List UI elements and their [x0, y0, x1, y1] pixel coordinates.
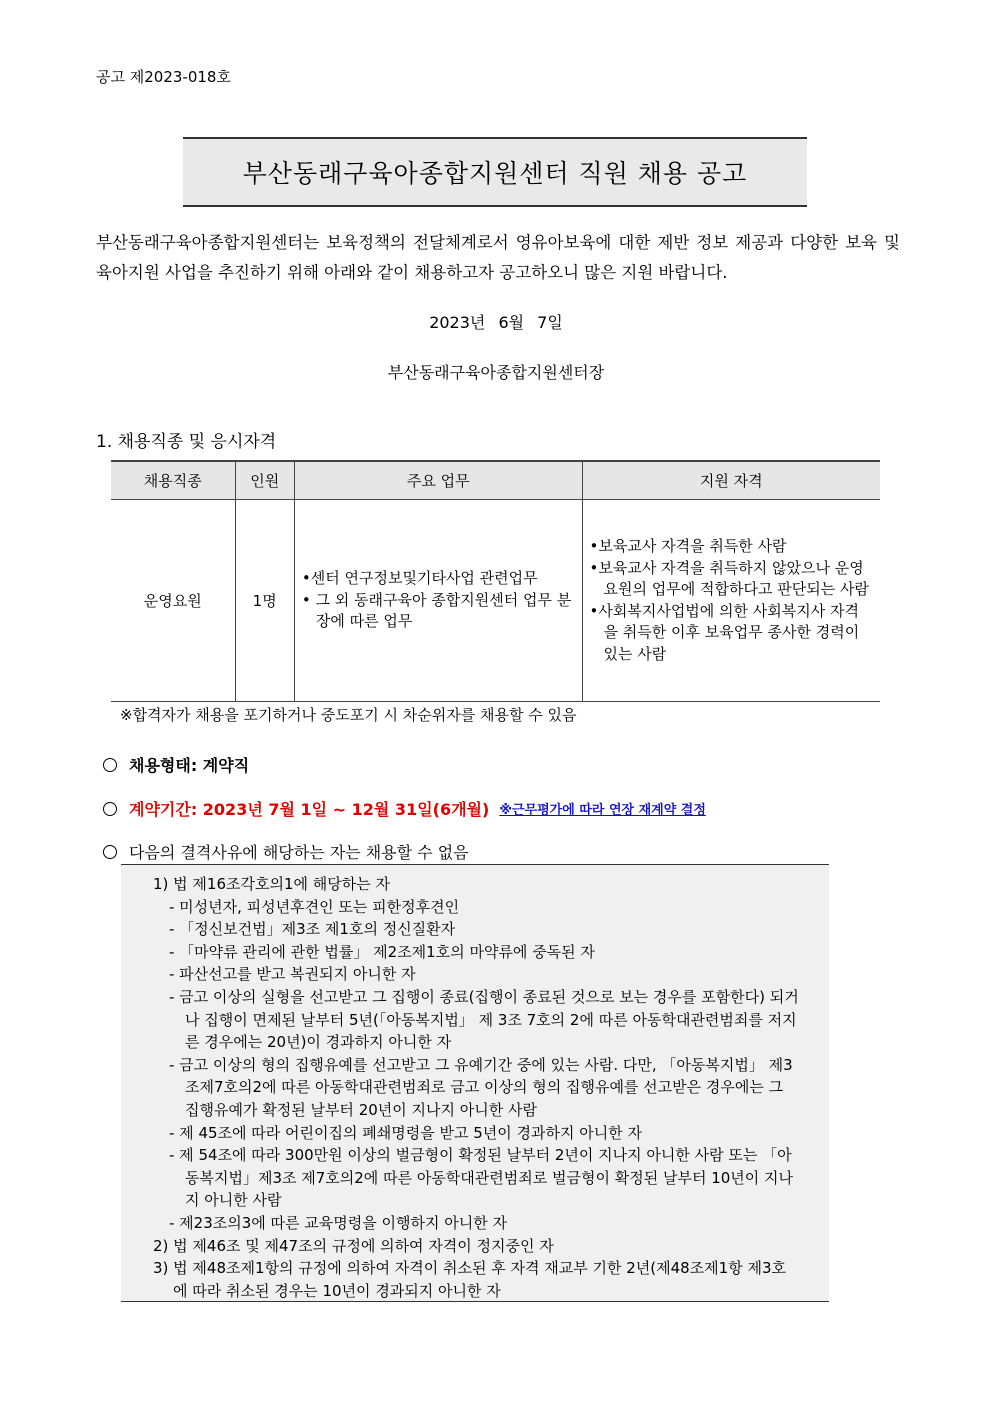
qualification-item: •사회복지사업법에 의한 사회복지사 자격을 취득한 이후 보육업무 종사한 경력이 있는 사람	[589, 601, 860, 663]
cell-count: 1명	[235, 500, 294, 702]
notice-number: 공고 제2023-018호	[96, 68, 231, 86]
cell-qualifications	[582, 500, 880, 702]
disqualification-sub-item: - 파산선고를 받고 복권되지 아니한 자	[169, 965, 416, 984]
table-note: ※합격자가 채용을 포기하거나 중도포기 시 차순위자를 채용할 수 있음	[120, 706, 577, 724]
qualification-item: •보육교사 자격을 취득한 사람	[589, 537, 787, 555]
disqualification-sub-item: - 금고 이상의 형의 집행유예를 선고받고 그 유예기간 중에 있는 사람. 다만, 「아동복지법」 제3조제7호의2에 따른 아동학대관련범죄로 금고 이상의 형의 집행유예를 선고받은 경우에는 그 집행유예가 확정된 날부터 20년이 지나지 아니한 사람	[169, 1055, 793, 1119]
table-row	[111, 500, 880, 702]
cell-job-type: 운영요원	[111, 500, 235, 702]
header-job-type: 채용직종	[111, 461, 235, 500]
issuing-organization: 부산동래구육아종합지원센터장	[387, 363, 605, 382]
contract-note: ※근무평가에 따라 연장 재계약 결정	[499, 803, 706, 818]
disqualification-box	[121, 864, 829, 1302]
section-1-title: 1. 채용직종 및 응시자격	[96, 432, 277, 452]
qualification-item: •보육교사 자격을 취득하지 않았으나 운영요원의 업무에 적합하다고 판단되는 사람	[589, 558, 869, 598]
disqualification-sub-item: - 금고 이상의 실형을 선고받고 그 집행이 종료(집행이 종료된 것으로 보는 경우를 포함한다) 되거나 집행이 면제된 날부터 5년(「아동복지법」 제 3조 7호의 2에 따른 아동학대관련범죄를 저지른 경우에는 20년)이 경과하지 아니한 자	[169, 987, 799, 1052]
header-count: 인원	[235, 461, 294, 500]
duty-item: •센터 연구정보및기타사업 관련업무	[301, 569, 538, 588]
header-qualifications: 지원 자격	[582, 461, 880, 500]
circle-bullet-icon	[103, 845, 117, 859]
announcement-date: 2023년 6월 7일	[429, 313, 563, 332]
disqualification-item-1: 1) 법 제16조각호의1에 해당하는 자	[153, 875, 390, 893]
circle-bullet-icon	[103, 802, 117, 816]
disqualification-sub-item: - 「마약류 관리에 관한 법률」 제2조제1호의 마약류에 중독된 자	[169, 942, 595, 961]
disqualification-sub-item: - 제 54조에 따라 300만원 이상의 벌금형이 확정된 날부터 2년이 지나지 아니한 사람 또는 「아동복지법」제3조 제7호의2에 따른 아동학대관련범죄로 벌금형이 확정된 날부터 10년이 지나지 아니한 사람	[169, 1146, 794, 1210]
disqualification-title: 다음의 결격사유에 해당하는 자는 채용할 수 없음	[129, 843, 469, 862]
disqualification-item-3: 3) 법 제48조제1항의 규정에 의하여 자격이 취소된 후 자격 재교부 기한 2년(제48조제1항 제3호에 따라 취소된 경우는 10년이 경과되지 아니한 자	[153, 1259, 786, 1300]
employment-type-row	[103, 753, 249, 776]
employment-type: 채용형태: 계약직	[129, 756, 250, 775]
disqualification-sub-item: - 제23조의3에 따른 교육명령을 이행하지 아니한 자	[169, 1213, 507, 1232]
table-header-row	[111, 461, 880, 500]
disqualification-sub-item: - 제 45조에 따라 어린이집의 폐쇄명령을 받고 5년이 경과하지 아니한 자	[169, 1123, 642, 1142]
contract-period-row	[103, 797, 706, 820]
contract-period: 계약기간: 2023년 7월 1일 ~ 12월 31일(6개월)	[129, 800, 490, 819]
disqualification-sub-item: - 미성년자, 피성년후견인 또는 피한정후견인	[169, 897, 460, 916]
title-box	[183, 137, 807, 207]
intro-paragraph: 부산동래구육아종합지원센터는 보육정책의 전달체계로서 영유아보육에 대한 제반 정보 제공과 다양한 보육 및 육아지원 사업을 추진하기 위해 아래와 같이 채용하고자 공고하오니 많은 지원 바랍니다.	[96, 233, 900, 282]
circle-bullet-icon	[103, 758, 117, 772]
duty-item: • 그 외 동래구육아 종합지원센터 업무 분장에 따른 업무	[301, 590, 572, 631]
jobs-table	[111, 460, 880, 702]
page-title: 부산동래구육아종합지원센터 직원 채용 공고	[242, 159, 748, 188]
header-duties: 주요 업무	[294, 461, 582, 500]
disqualification-sub-item: - 「정신보건법」제3조 제1호의 정신질환자	[169, 920, 456, 939]
disqualification-item-2: 2) 법 제46조 및 제47조의 규정에 의하여 자격이 정지중인 자	[153, 1236, 554, 1255]
disqualification-title-row	[103, 840, 469, 863]
disqualification-list	[121, 873, 829, 1302]
cell-duties	[294, 500, 582, 702]
